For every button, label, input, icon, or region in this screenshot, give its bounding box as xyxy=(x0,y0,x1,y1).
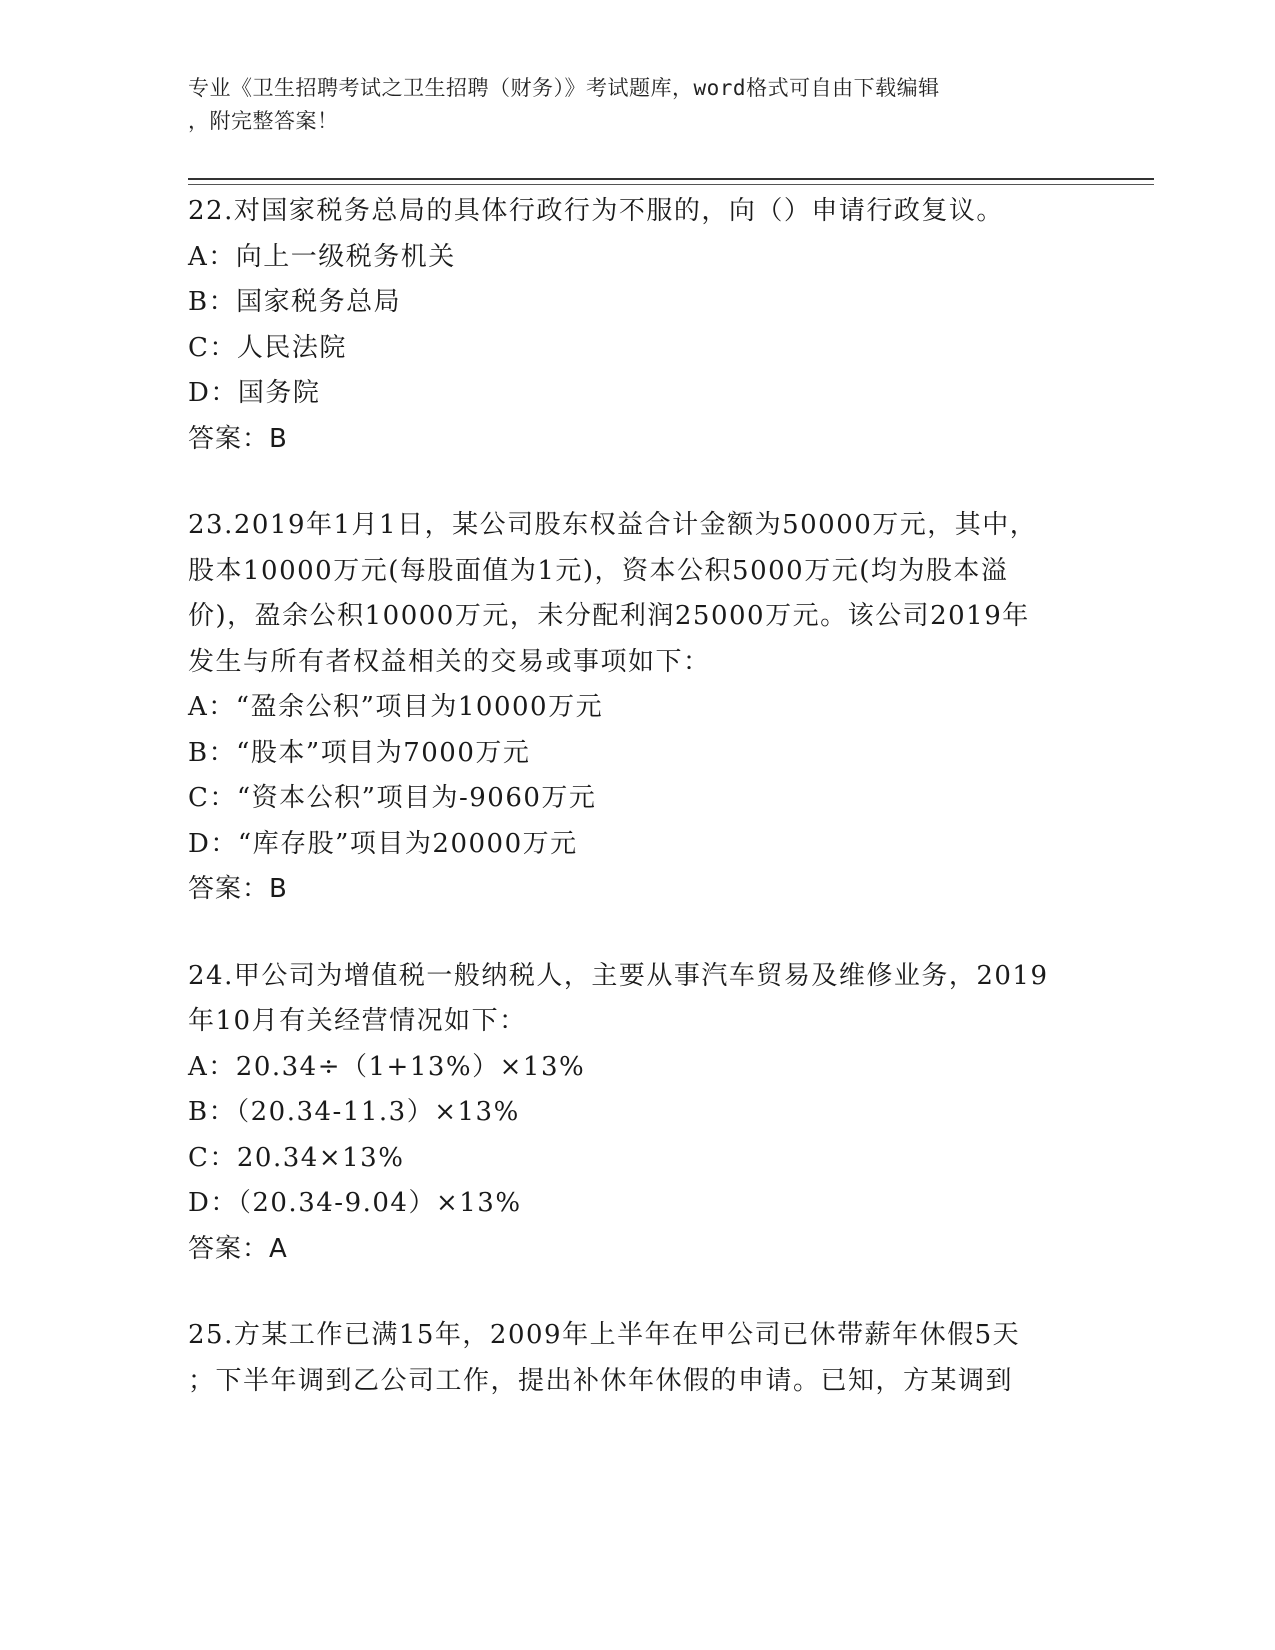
answer-option: D：国务院 xyxy=(188,378,321,408)
question-stem-line: 发生与所有者权益相关的交易或事项如下： xyxy=(188,646,711,677)
header-line: ，附完整答案！ xyxy=(188,109,339,133)
question-stem-line: 价)，盈余公积10000万元，未分配利润25000万元。该公司2019年 xyxy=(188,601,1030,631)
answer-option: C：20.34×13% xyxy=(188,1142,405,1173)
answer-option: A：20.34÷（1+13%）×13% xyxy=(188,1051,586,1082)
header-divider-thick xyxy=(188,178,1154,180)
question-stem-line: 股本10000万元(每股面值为1元)，资本公积5000万元(均为股本溢 xyxy=(188,555,1009,586)
header-line: 专业《卫生招聘考试之卫生招聘（财务）》考试题库，word格式可自由下载编辑 xyxy=(188,76,940,100)
correct-answer: 答案：B xyxy=(188,874,288,904)
question-block xyxy=(188,954,1088,1273)
answer-option: A：向上一级税务机关 xyxy=(188,241,456,272)
question-stem-line: ；下半年调到乙公司工作，提出补休年休假的申请。已知，方某调到 xyxy=(188,1365,1014,1396)
question-block xyxy=(188,1313,1088,1404)
question-stem-line: 年10月有关经营情况如下： xyxy=(188,1006,527,1036)
answer-option: B：“股本”项目为7000万元 xyxy=(188,737,531,768)
question-block xyxy=(188,503,1088,913)
question-stem-line: 25.方某工作已满15年，2009年上半年在甲公司已休带薪年休假5天 xyxy=(188,1320,1021,1350)
answer-option: D：（20.34-9.04）×13% xyxy=(188,1188,522,1218)
answer-option: B：（20.34-11.3）×13% xyxy=(188,1097,520,1127)
question-stem-line: 24.甲公司为增值税一般纳税人，主要从事汽车贸易及维修业务，2019 xyxy=(188,960,1049,991)
document-header xyxy=(188,72,1088,138)
answer-option: C：“资本公积”项目为-9060万元 xyxy=(188,783,597,813)
header-divider-thin xyxy=(188,184,1154,185)
question-list xyxy=(188,189,1088,1445)
correct-answer: 答案：B xyxy=(188,423,288,454)
answer-option: C：人民法院 xyxy=(188,332,347,363)
question-stem-line: 22.对国家税务总局的具体行政行为不服的，向（）申请行政复议。 xyxy=(188,196,1004,226)
correct-answer: 答案：A xyxy=(188,1233,288,1264)
answer-option: A：“盈余公积”项目为10000万元 xyxy=(188,692,604,722)
question-block xyxy=(188,189,1088,462)
answer-option: D：“库存股”项目为20000万元 xyxy=(188,828,578,859)
answer-option: B：国家税务总局 xyxy=(188,287,402,317)
question-stem-line: 23.2019年1月1日，某公司股东权益合计金额为50000万元，其中， xyxy=(188,510,1038,540)
